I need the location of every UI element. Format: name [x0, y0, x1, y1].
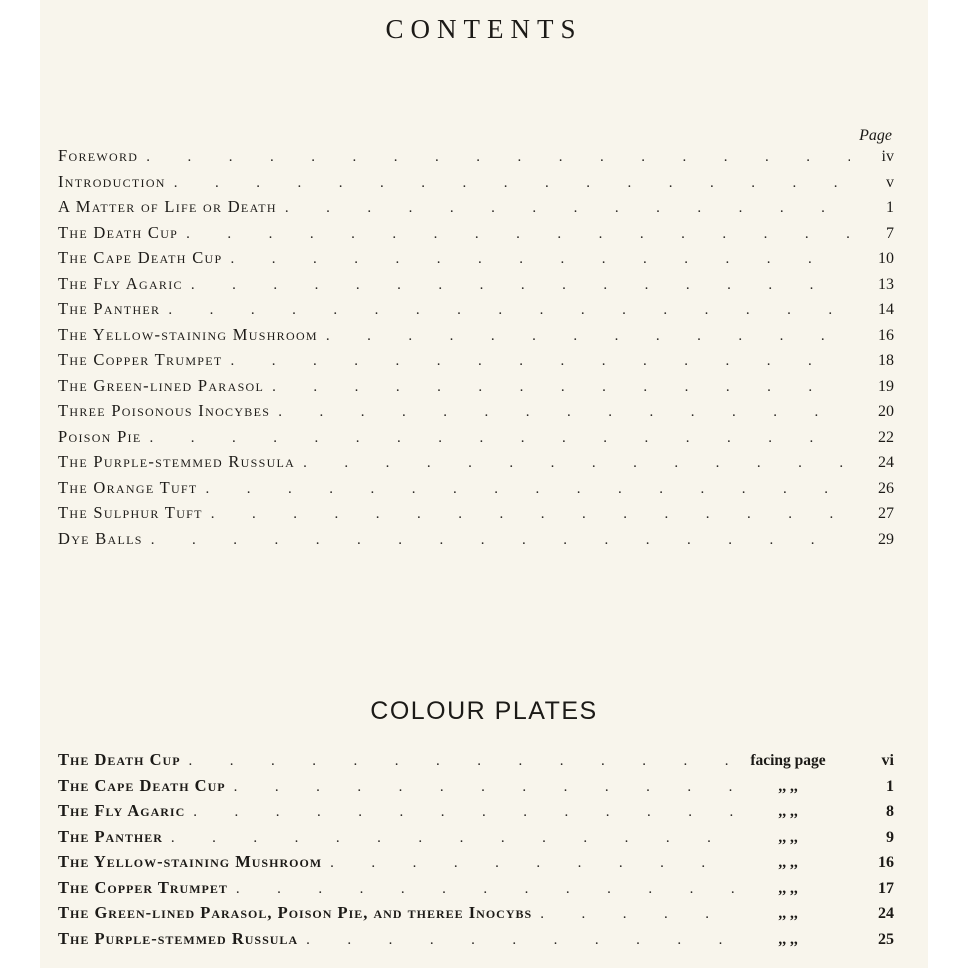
list-item: [58, 452, 894, 478]
entry-title: The Sulphur Tuft: [58, 503, 203, 522]
plate-page: 16: [878, 854, 894, 871]
colour-plates-list: [58, 750, 894, 954]
leader-dots: [193, 804, 740, 821]
entry-page: 10: [878, 250, 894, 267]
plate-page: 17: [878, 879, 894, 897]
list-item: [58, 827, 894, 853]
leader-dots: [189, 753, 740, 770]
page-column-header: Page: [859, 127, 892, 144]
leader-dots: [186, 226, 850, 243]
facing-page-ref: ,, ,,: [778, 930, 798, 948]
list-item: [58, 529, 894, 555]
leader-dots: [174, 175, 850, 192]
plate-page: 25: [878, 930, 894, 948]
leader-dots: [149, 430, 850, 447]
leader-dots: [540, 906, 740, 923]
entry-title: The Panther: [58, 299, 161, 318]
entry-title: The Cape Death Cup: [58, 248, 223, 267]
entry-page: 26: [878, 479, 894, 497]
entry-page: 24: [878, 454, 894, 471]
list-item: [58, 197, 894, 223]
facing-page-ref: ,, ,,: [778, 777, 798, 795]
list-item: [58, 325, 894, 351]
leader-dots: [151, 532, 850, 549]
entry-title: Foreword: [58, 146, 139, 165]
entry-page: 7: [886, 224, 894, 242]
list-item: [58, 299, 894, 325]
facing-page-ref: ,, ,,: [778, 828, 798, 846]
leader-dots: [236, 881, 740, 898]
list-item: [58, 903, 894, 929]
leader-dots: [206, 481, 850, 498]
leader-dots: [285, 200, 850, 217]
list-item: [58, 376, 894, 402]
entry-page: 13: [878, 275, 894, 293]
plate-title: The Death Cup: [58, 750, 181, 769]
plate-page: vi: [881, 752, 894, 769]
entry-title: The Green-lined Parasol: [58, 375, 265, 395]
list-item: [58, 350, 894, 376]
entry-title: The Yellow-staining Mushroom: [58, 324, 318, 344]
list-item: [58, 929, 894, 955]
contents-list: [58, 146, 894, 554]
list-item: [58, 503, 894, 529]
entry-title: Dye Balls: [58, 528, 143, 548]
plate-page: 24: [878, 905, 894, 922]
facing-page-ref: facing page: [750, 752, 826, 769]
leader-dots: [303, 455, 850, 472]
list-item: [58, 427, 894, 453]
leader-dots: [231, 353, 850, 370]
leader-dots: [326, 328, 850, 345]
leader-dots: [278, 404, 850, 421]
entry-page: 18: [878, 352, 894, 369]
leader-dots: [230, 251, 850, 268]
list-item: [58, 801, 894, 827]
leader-dots: [306, 932, 740, 949]
entry-title: The Copper Trumpet: [58, 350, 223, 369]
entry-title: A Matter of Life or Death: [58, 197, 277, 216]
entry-page: 19: [878, 377, 894, 395]
facing-page-ref: ,, ,,: [778, 879, 798, 897]
plate-title: The Fly Agaric: [58, 801, 186, 820]
entry-page: v: [886, 173, 894, 191]
list-item: [58, 750, 894, 776]
entry-title: Three Poisonous Inocybes: [58, 401, 271, 420]
plate-title: The Purple-stemmed Russula: [58, 928, 299, 948]
entry-page: 22: [878, 428, 894, 446]
plate-page: 8: [886, 803, 894, 820]
list-item: [58, 274, 894, 300]
entry-title: The Death Cup: [58, 222, 179, 242]
leader-dots: [168, 302, 850, 319]
entry-page: 29: [878, 530, 894, 548]
entry-title: The Fly Agaric: [58, 273, 183, 293]
facing-page-ref: ,, ,,: [778, 854, 798, 871]
plate-page: 1: [886, 777, 894, 795]
leader-dots: [211, 506, 850, 523]
leader-dots: [191, 277, 850, 294]
entry-page: 16: [878, 326, 894, 344]
list-item: [58, 852, 894, 878]
list-item: [58, 478, 894, 504]
entry-page: 14: [878, 301, 894, 318]
list-item: [58, 172, 894, 198]
entry-title: Introduction: [58, 171, 166, 191]
contents-title: CONTENTS: [385, 14, 583, 44]
list-item: [58, 878, 894, 904]
plate-title: The Copper Trumpet: [58, 877, 228, 897]
leader-dots: [272, 379, 850, 396]
entry-page: 20: [878, 403, 894, 420]
entry-title: The Orange Tuft: [58, 477, 198, 497]
entry-title: Poison Pie: [58, 426, 142, 446]
list-item: [58, 248, 894, 274]
list-item: [58, 401, 894, 427]
list-item: [58, 146, 894, 172]
leader-dots: [330, 855, 740, 872]
plate-title: The Yellow-staining Mushroom: [58, 852, 323, 871]
colour-plates-title: COLOUR PLATES: [370, 697, 598, 725]
leader-dots: [171, 830, 740, 847]
leader-dots: [234, 779, 740, 796]
facing-page-ref: ,, ,,: [778, 905, 798, 922]
list-item: [58, 776, 894, 802]
list-item: [58, 223, 894, 249]
plate-page: 9: [886, 828, 894, 846]
plate-title: The Cape Death Cup: [58, 775, 226, 795]
entry-page: 27: [878, 505, 894, 522]
entry-title: The Purple-stemmed Russula: [58, 452, 296, 471]
facing-page-ref: ,, ,,: [778, 803, 798, 820]
entry-page: 1: [886, 199, 894, 216]
entry-page: iv: [881, 148, 894, 165]
leader-dots: [146, 149, 850, 166]
plate-title: The Green-lined Parasol, Poison Pie, and theree Inocybs: [58, 903, 533, 922]
plate-title: The Panther: [58, 826, 163, 846]
